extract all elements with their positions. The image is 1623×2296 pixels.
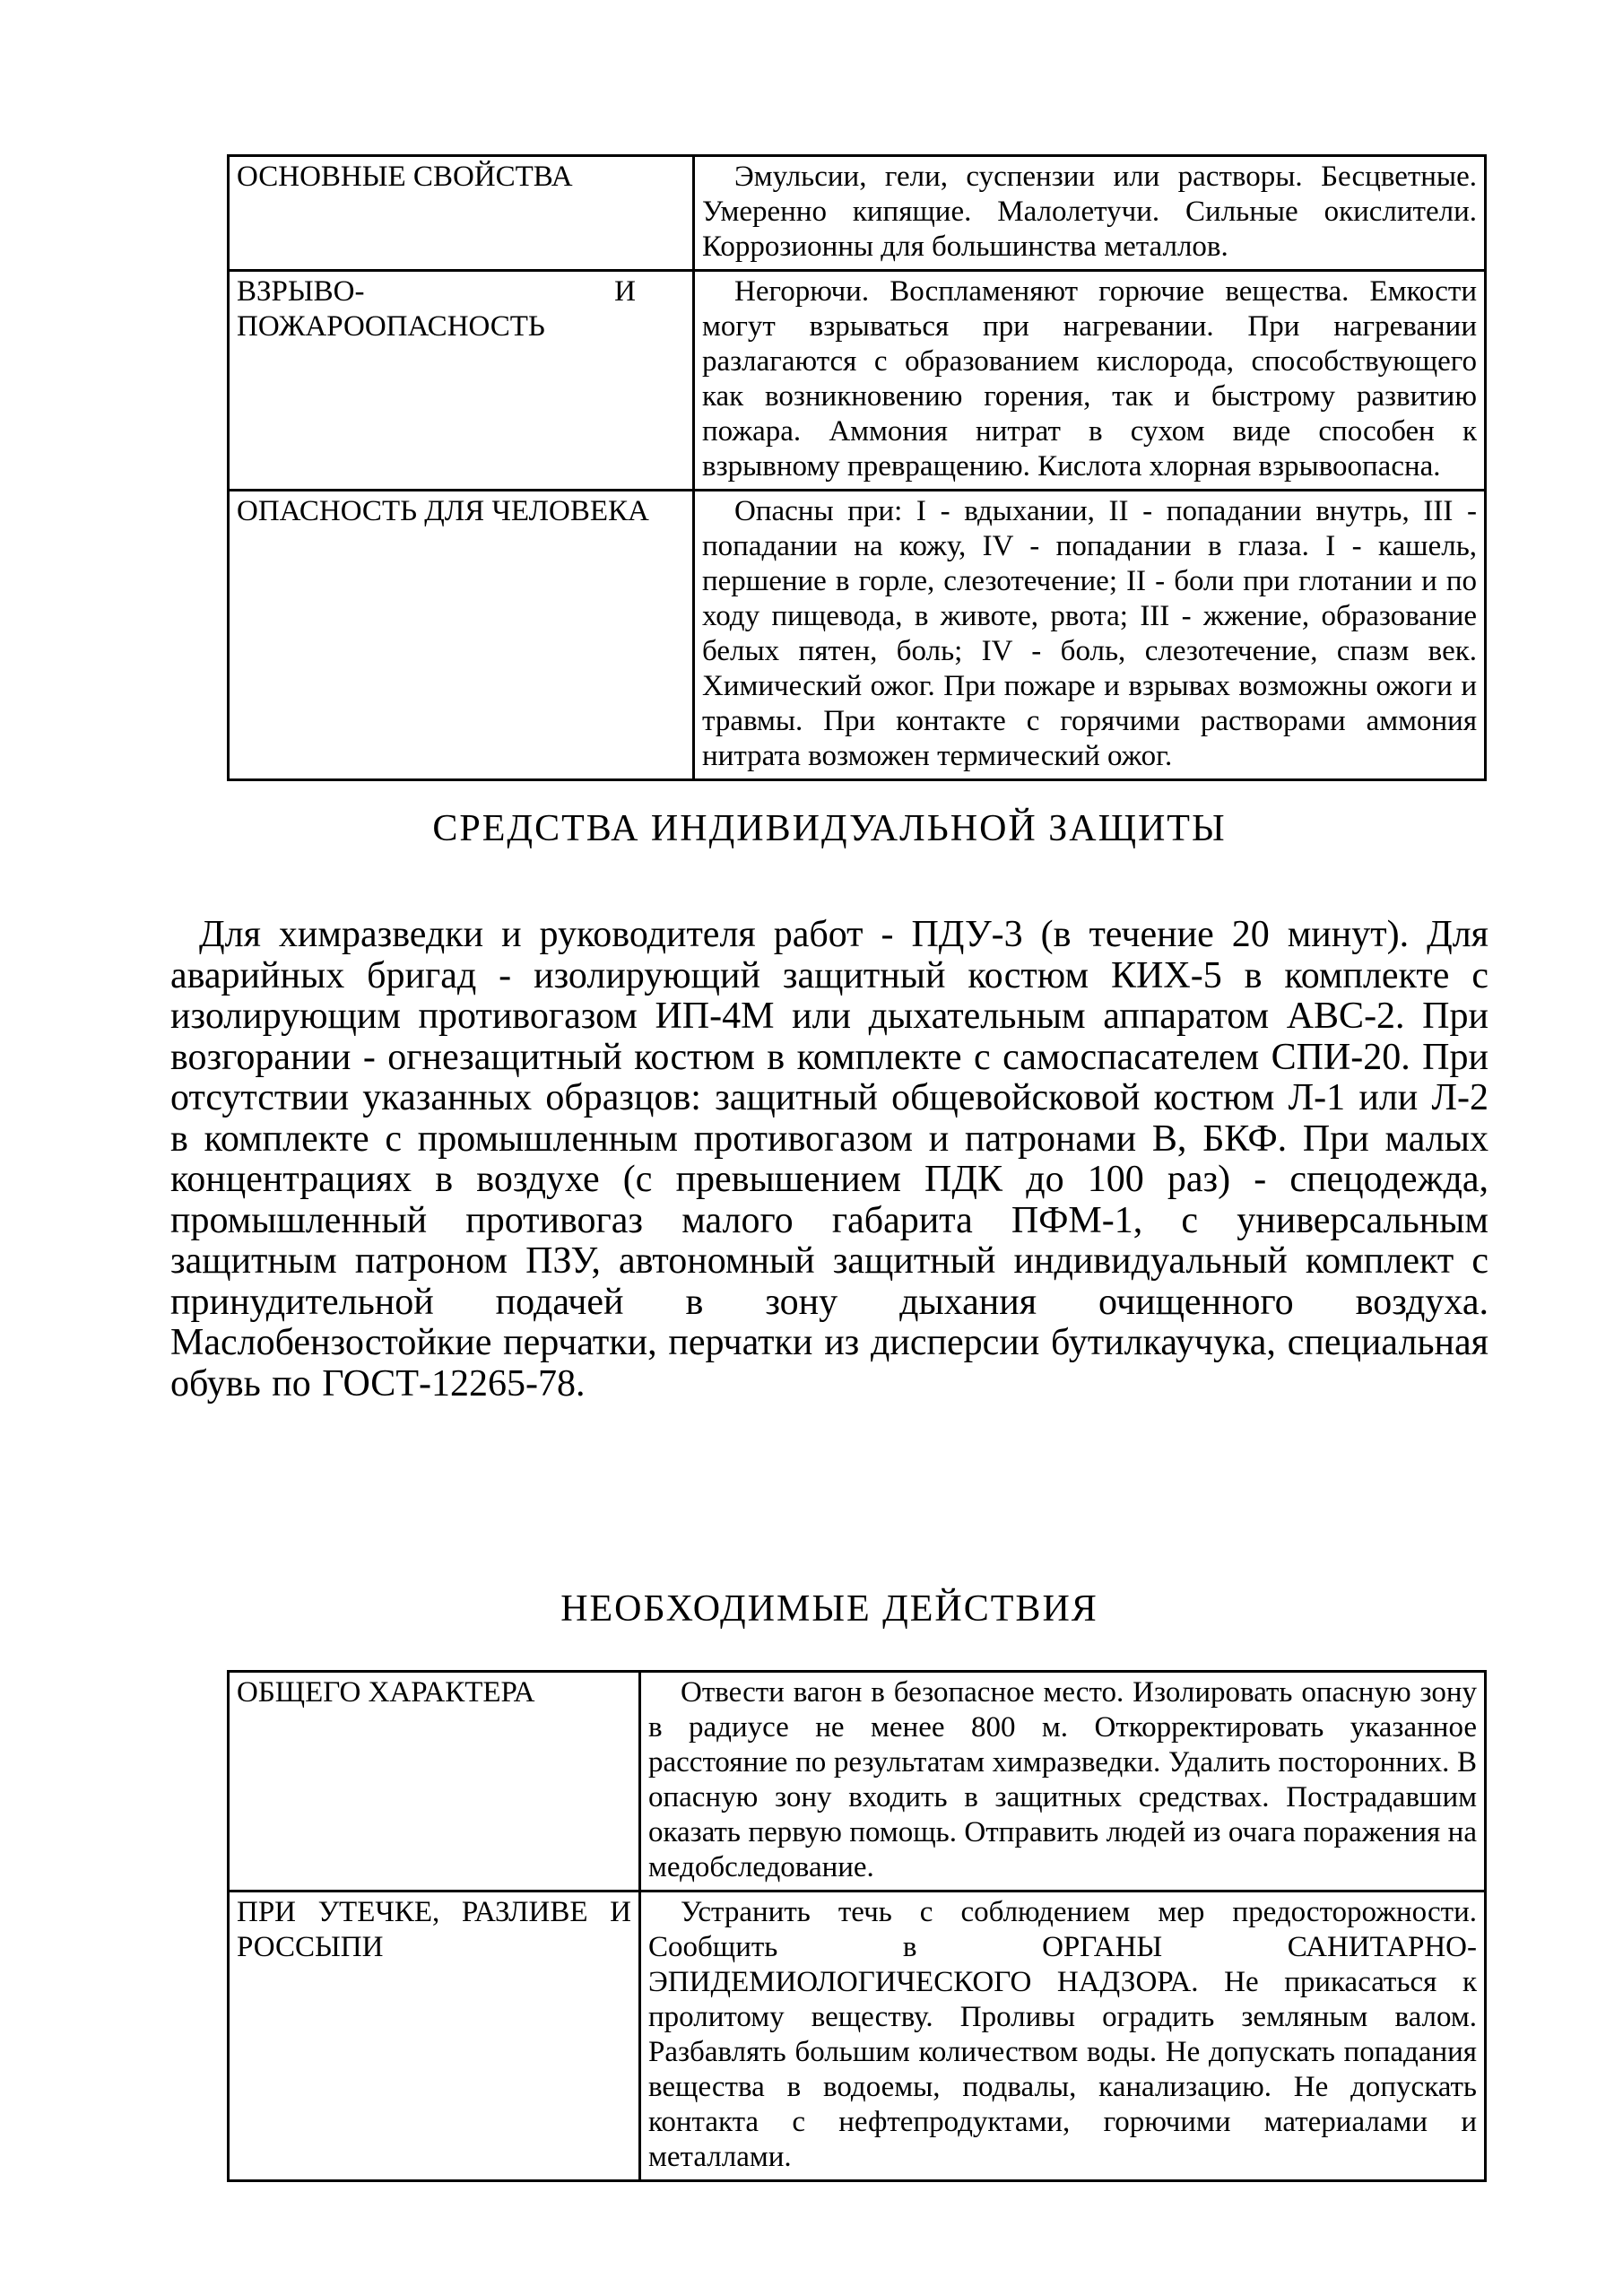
table-row-human-hazard <box>229 491 1486 780</box>
row-text-explosion-fire-hazard: Негорючи. Воспламеняют горючие вещества. Емкости могут взрываться при нагревании. При нагревании разлагаются с образованием кислорода, способствующего как возникновению горения, так и быстрому развитию пожара. Аммония нитрат в сухом виде способен к взрывному превращению. Кислота хлорная взрывоопасна. <box>694 271 1486 491</box>
table-row-basic-properties <box>229 156 1486 271</box>
row-label-leak-spill-actions: ПРИ УТЕЧКЕ, РАЗЛИВЕ И РОССЫПИ <box>229 1892 640 2181</box>
ppe-body-paragraph: Для химразведки и руководителя работ - ПДУ-3 (в течение 20 минут). Для аварийных бригад - изолирующий защитный костюм КИХ-5 в комплекте с изолирующим противогазом ИП-4М или дыхательным аппаратом АВС-2. При возгорании - огнезащитный костюм в комплекте с самоспасателем СПИ-20. При отсутствии указанных образцов: защитный общевойсковой костюм Л-1 или Л-2 в комплекте с промышленным противогазом и патронами В, БКФ. При малых концентрациях в воздухе (с превышением ПДК до 100 раз) - спецодежда, промышленный противогаз малого габарита ПФМ-1, с универсальным защитным патроном ПЗУ, автономный защитный индивидуальный комплект с принудительной подачей в зону дыхания очищенного воздуха. Маслобензостойкие перчатки, перчатки из дисперсии бутилкаучука, специальная обувь по ГОСТ-12265-78. <box>170 914 1488 1405</box>
table-row-general-actions <box>229 1672 1486 1892</box>
row-label-explosion-fire-hazard <box>229 271 694 491</box>
table-row-leak-spill-actions <box>229 1892 1486 2181</box>
row-label-human-hazard: ОПАСНОСТЬ ДЛЯ ЧЕЛОВЕКА <box>229 491 694 780</box>
section-title-actions: НЕОБХОДИМЫЕ ДЕЙСТВИЯ <box>560 1588 1098 1630</box>
row-label-text: ВЗРЫВО- И ПОЖАРООПАСНОСТЬ <box>237 275 636 343</box>
section-title-ppe: СРЕДСТВА ИНДИВИДУАЛЬНОЙ ЗАЩИТЫ <box>432 808 1227 849</box>
properties-table <box>227 154 1487 781</box>
row-text-leak-spill-actions: Устранить течь с соблюдением мер предосторожности. Сообщить в ОРГАНЫ САНИТАРНО-ЭПИДЕМИОЛОГИЧЕСКОГО НАДЗОРА. Не прикасаться к пролитому веществу. Проливы оградить земляным валом. Разбавлять большим количеством воды. Не допускать попадания вещества в водоемы, подвалы, канализацию. Не допускать контакта с нефтепродуктами, горючими материалами и металлами. <box>640 1892 1486 2181</box>
row-text-basic-properties: Эмульсии, гели, суспензии или растворы. Бесцветные. Умеренно кипящие. Малолетучи. Сильные окислители. Коррозионны для большинства металлов. <box>694 156 1486 271</box>
row-text-general-actions: Отвести вагон в безопасное место. Изолировать опасную зону в радиусе не менее 800 м. Откорректировать указанное расстояние по результатам химразведки. Удалить посторонних. В опасную зону входить в защитных средствах. Пострадавшим оказать первую помощь. Отправить людей из очага поражения на медобследование. <box>640 1672 1486 1892</box>
table-row-explosion-fire-hazard <box>229 271 1486 491</box>
row-text-human-hazard: Опасны при: I - вдыхании, II - попадании внутрь, III - попадании на кожу, IV - попадании в глаза. I - кашель, першение в горле, слезотечение; II - боли при глотании и по ходу пищевода, в животе, рвота; III - жжение, образование белых пятен, боль; IV - боль, слезотечение, спазм век. Химический ожог. При пожаре и взрывах возможны ожоги и травмы. При контакте с горячими растворами аммония нитрата возможен термический ожог. <box>694 491 1486 780</box>
actions-table <box>227 1670 1487 2182</box>
row-label-basic-properties: ОСНОВНЫЕ СВОЙСТВА <box>229 156 694 271</box>
row-label-general-actions: ОБЩЕГО ХАРАКТЕРА <box>229 1672 640 1892</box>
